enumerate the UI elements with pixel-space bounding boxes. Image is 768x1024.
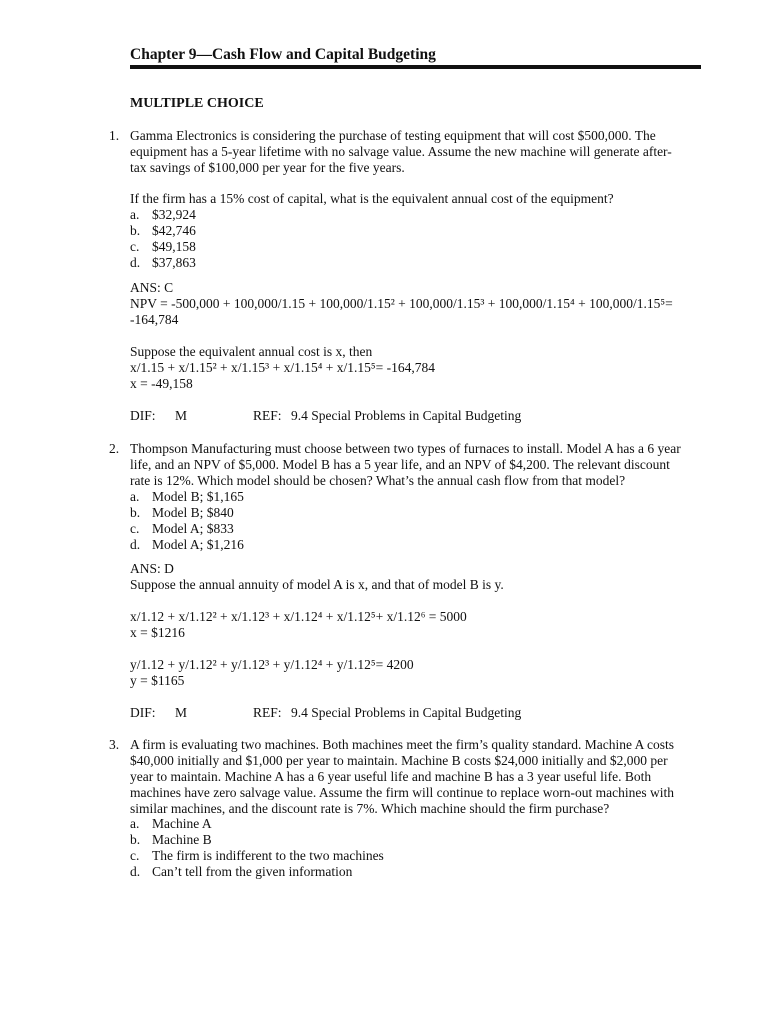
option-letter: a. bbox=[130, 207, 140, 222]
dif-ref-line bbox=[130, 408, 521, 424]
question-stem-line: $40,000 initially and $1,000 per year to maintain. Machine B costs $24,000 initially and $2,000 per bbox=[130, 753, 668, 768]
option-text: Can’t tell from the given information bbox=[152, 864, 353, 879]
solution-line: Suppose the equivalent annual cost is x, then bbox=[130, 344, 373, 359]
option-text: $49,158 bbox=[152, 239, 196, 254]
option-letter: a. bbox=[130, 489, 140, 504]
option-letter: b. bbox=[130, 223, 141, 238]
answer-line: ANS: D bbox=[130, 561, 174, 576]
question-stem-line: rate is 12%. Which model should be chosen? What’s the annual cash flow from that model? bbox=[130, 473, 626, 488]
solution-line: y/1.12 + y/1.12² + y/1.12³ + y/1.12⁴ + y/1.12⁵= 4200 bbox=[130, 657, 414, 672]
option-text: $37,863 bbox=[152, 255, 196, 270]
option-letter: c. bbox=[130, 239, 140, 254]
option-letter: c. bbox=[130, 848, 140, 863]
option-text: $32,924 bbox=[152, 207, 196, 222]
ref-label: REF: bbox=[253, 408, 282, 423]
solution-line: -164,784 bbox=[130, 312, 179, 327]
question-stem-line: life, and an NPV of $5,000. Model B has a 5 year life, and an NPV of $4,200. The relevant discount bbox=[130, 457, 670, 472]
dif-label: DIF: bbox=[130, 408, 156, 423]
ref-value: 9.4 Special Problems in Capital Budgeting bbox=[291, 705, 522, 720]
dif-value: M bbox=[175, 408, 188, 423]
question-stem-line: Gamma Electronics is considering the purchase of testing equipment that will cost $500,000. The bbox=[130, 128, 656, 143]
option-text: Machine B bbox=[152, 832, 212, 847]
ref-value: 9.4 Special Problems in Capital Budgeting bbox=[291, 408, 522, 423]
ref-label: REF: bbox=[253, 705, 282, 720]
option-text: Model A; $1,216 bbox=[152, 537, 244, 552]
solution-line: x/1.15 + x/1.15² + x/1.15³ + x/1.15⁴ + x/1.15⁵= -164,784 bbox=[130, 360, 435, 375]
dif-value: M bbox=[175, 705, 188, 720]
question-stem-line: A firm is evaluating two machines. Both machines meet the firm’s quality standard. Machine A costs bbox=[130, 737, 675, 752]
solution-line: NPV = -500,000 + 100,000/1.15 + 100,000/1.15² + 100,000/1.15³ + 100,000/1.15⁴ + 100,000/1.15⁵= bbox=[130, 296, 673, 311]
question-number: 2. bbox=[109, 441, 120, 456]
option-text: The firm is indifferent to the two machines bbox=[152, 848, 384, 863]
question-number: 3. bbox=[109, 737, 120, 752]
question-prompt: If the firm has a 15% cost of capital, what is the equivalent annual cost of the equipment? bbox=[130, 191, 614, 206]
dif-ref-line bbox=[130, 705, 521, 721]
answer-line: ANS: C bbox=[130, 280, 174, 295]
option-letter: b. bbox=[130, 832, 141, 847]
dif-label: DIF: bbox=[130, 705, 156, 720]
option-letter: c. bbox=[130, 521, 140, 536]
option-letter: d. bbox=[130, 537, 141, 552]
question-stem-line: machines have zero salvage value. Assume the firm will continue to replace worn-out machines with bbox=[130, 785, 674, 800]
option-letter: d. bbox=[130, 255, 141, 270]
option-text: Machine A bbox=[152, 816, 212, 831]
question-stem-line: similar machines, and the discount rate is 7%. Which machine should the firm purchase? bbox=[130, 801, 610, 816]
question-stem-line: tax savings of $100,000 per year for the five years. bbox=[130, 160, 405, 175]
section-heading: MULTIPLE CHOICE bbox=[130, 96, 264, 111]
option-text: Model B; $1,165 bbox=[152, 489, 244, 504]
option-letter: b. bbox=[130, 505, 141, 520]
option-text: Model A; $833 bbox=[152, 521, 234, 536]
title-rule bbox=[130, 65, 701, 69]
option-letter: a. bbox=[130, 816, 140, 831]
solution-line: x = $1216 bbox=[130, 625, 185, 640]
solution-line: x/1.12 + x/1.12² + x/1.12³ + x/1.12⁴ + x/1.12⁵+ x/1.12⁶ = 5000 bbox=[130, 609, 467, 624]
solution-line: Suppose the annual annuity of model A is x, and that of model B is y. bbox=[130, 577, 504, 592]
option-text: $42,746 bbox=[152, 223, 196, 238]
solution-line: y = $1165 bbox=[130, 673, 185, 688]
question-stem-line: year to maintain. Machine A has a 6 year useful life and machine B has a 3 year useful life. Both bbox=[130, 769, 652, 784]
option-text: Model B; $840 bbox=[152, 505, 234, 520]
question-stem-line: equipment has a 5-year lifetime with no salvage value. Assume the new machine will generate after- bbox=[130, 144, 672, 159]
question-number: 1. bbox=[109, 128, 120, 143]
solution-line: x = -49,158 bbox=[130, 376, 193, 391]
question-stem-line: Thompson Manufacturing must choose between two types of furnaces to install. Model A has a 6 year bbox=[130, 441, 681, 456]
option-letter: d. bbox=[130, 864, 141, 879]
chapter-title: Chapter 9—Cash Flow and Capital Budgeting bbox=[130, 46, 436, 63]
